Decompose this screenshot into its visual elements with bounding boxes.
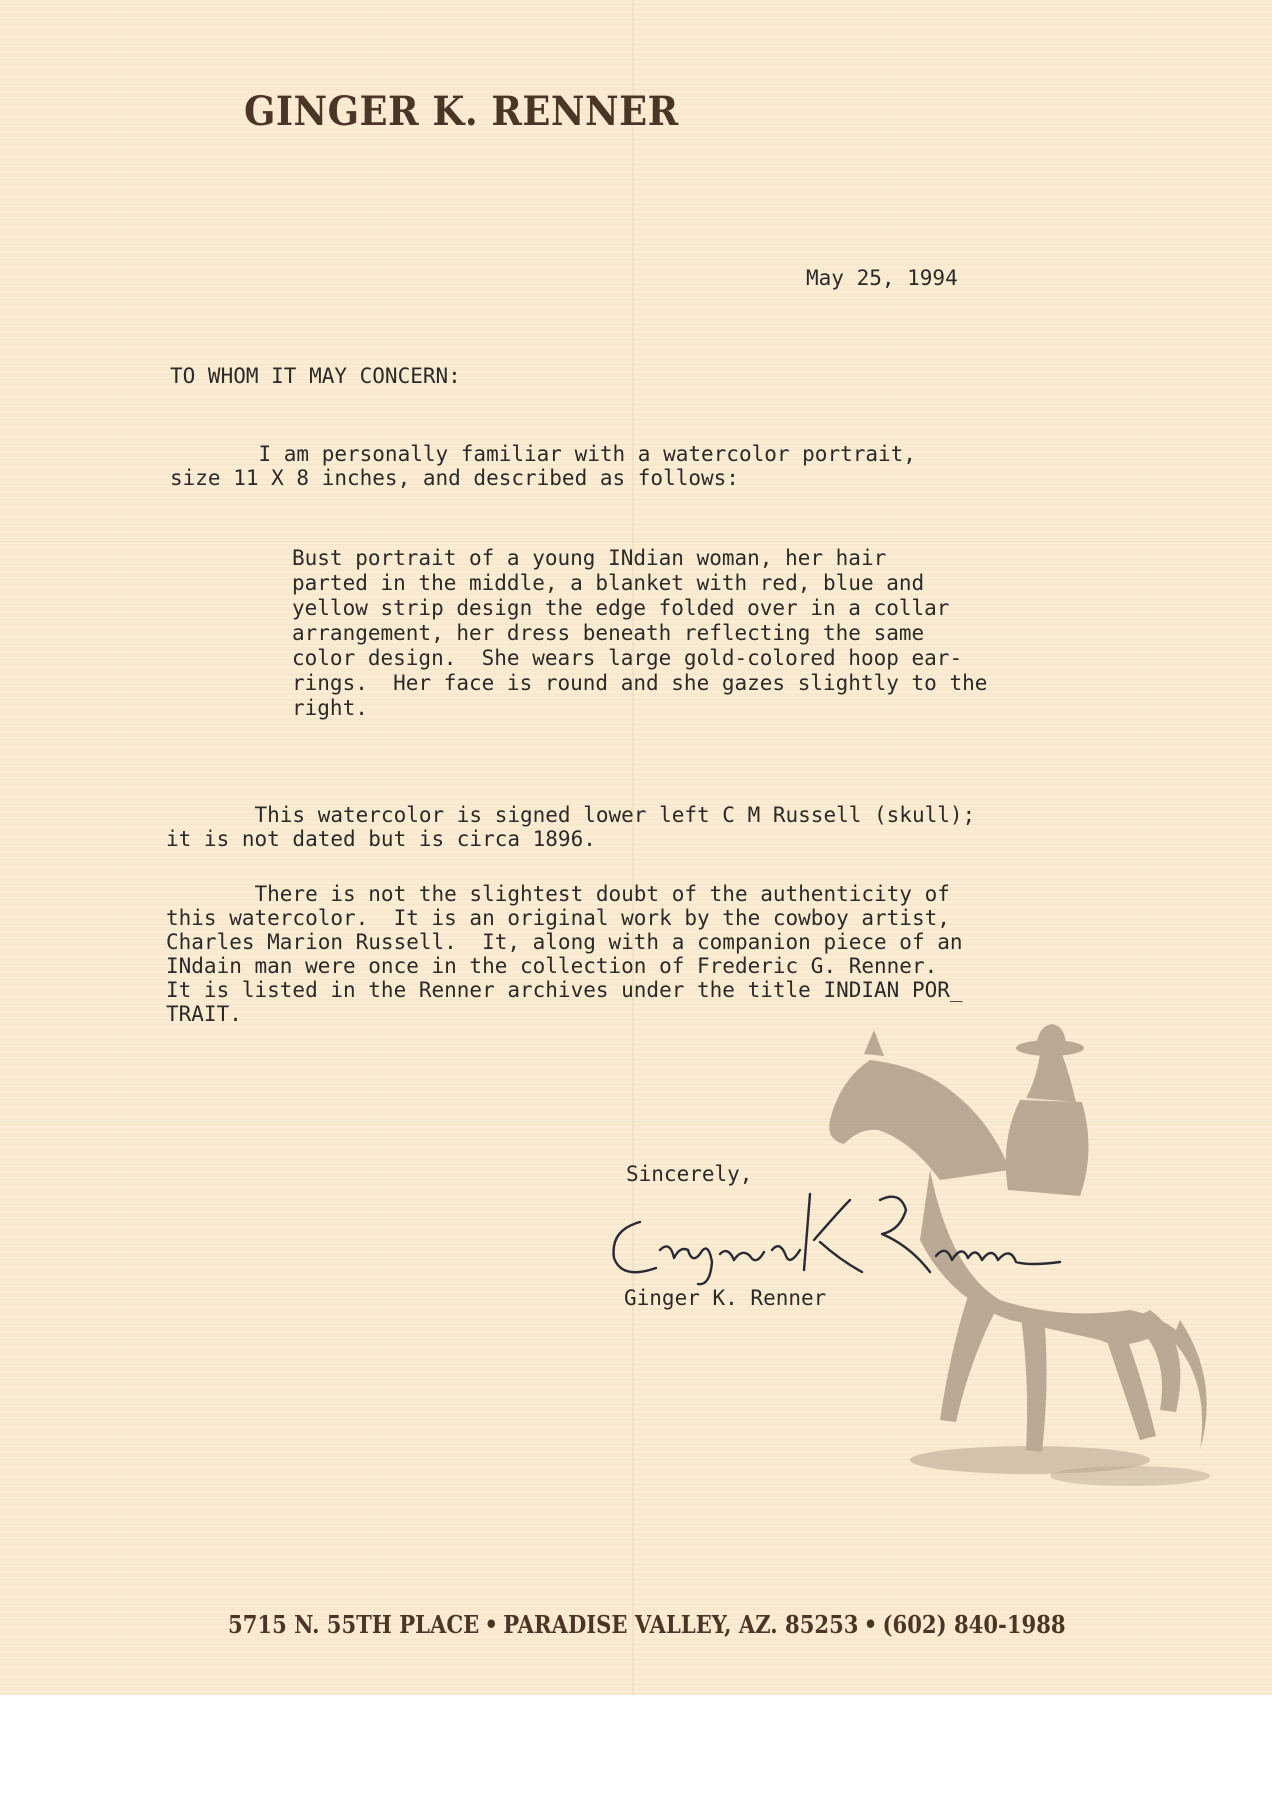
paragraph-signature-info: This watercolor is signed lower left C M Russell (skull); it is not dated but is circa 1896. (166, 803, 976, 851)
handwritten-signature (600, 1180, 1070, 1290)
footer-phone: (602) 840-1988 (882, 1610, 1066, 1639)
footer-city: PARADISE VALLEY, AZ. 85253 (503, 1610, 859, 1639)
letterhead-name: GINGER K. RENNER (244, 88, 679, 135)
paragraph-intro: I am personally familiar with a watercolor portrait, size 11 X 8 inches, and described as follows: (170, 442, 916, 490)
salutation: TO WHOM IT MAY CONCERN: (170, 364, 461, 388)
paragraph-authenticity: There is not the slightest doubt of the authenticity of this watercolor. It is an original work by the cowboy artist, Charles Marion Russell. It, along with a companion piece of an INdain man were once in the collection of Frederic G. Renner. It is listed in the Renner archives under the title INDIAN POR_ TRAIT. (166, 882, 963, 1026)
footer-address: 5715 N. 55TH PLACE (228, 1610, 480, 1639)
typed-signature-name: Ginger K. Renner (624, 1286, 827, 1310)
footer-separator: • (484, 1610, 499, 1639)
footer-separator: • (863, 1610, 878, 1639)
letterhead-footer (228, 1610, 1066, 1639)
letter-date: May 25, 1994 (806, 266, 958, 290)
closing: Sincerely, (626, 1162, 753, 1186)
paper-fold (0, 540, 1272, 542)
painting-description: Bust portrait of a young INdian woman, her hair parted in the middle, a blanket with red, blue and yellow strip design the edge folded over in a collar arrangement, her dress beneath reflecting the same color design. She wears large gold-colored hoop ear- rings. Her face is round and she gazes slightly to the right. (292, 546, 988, 720)
